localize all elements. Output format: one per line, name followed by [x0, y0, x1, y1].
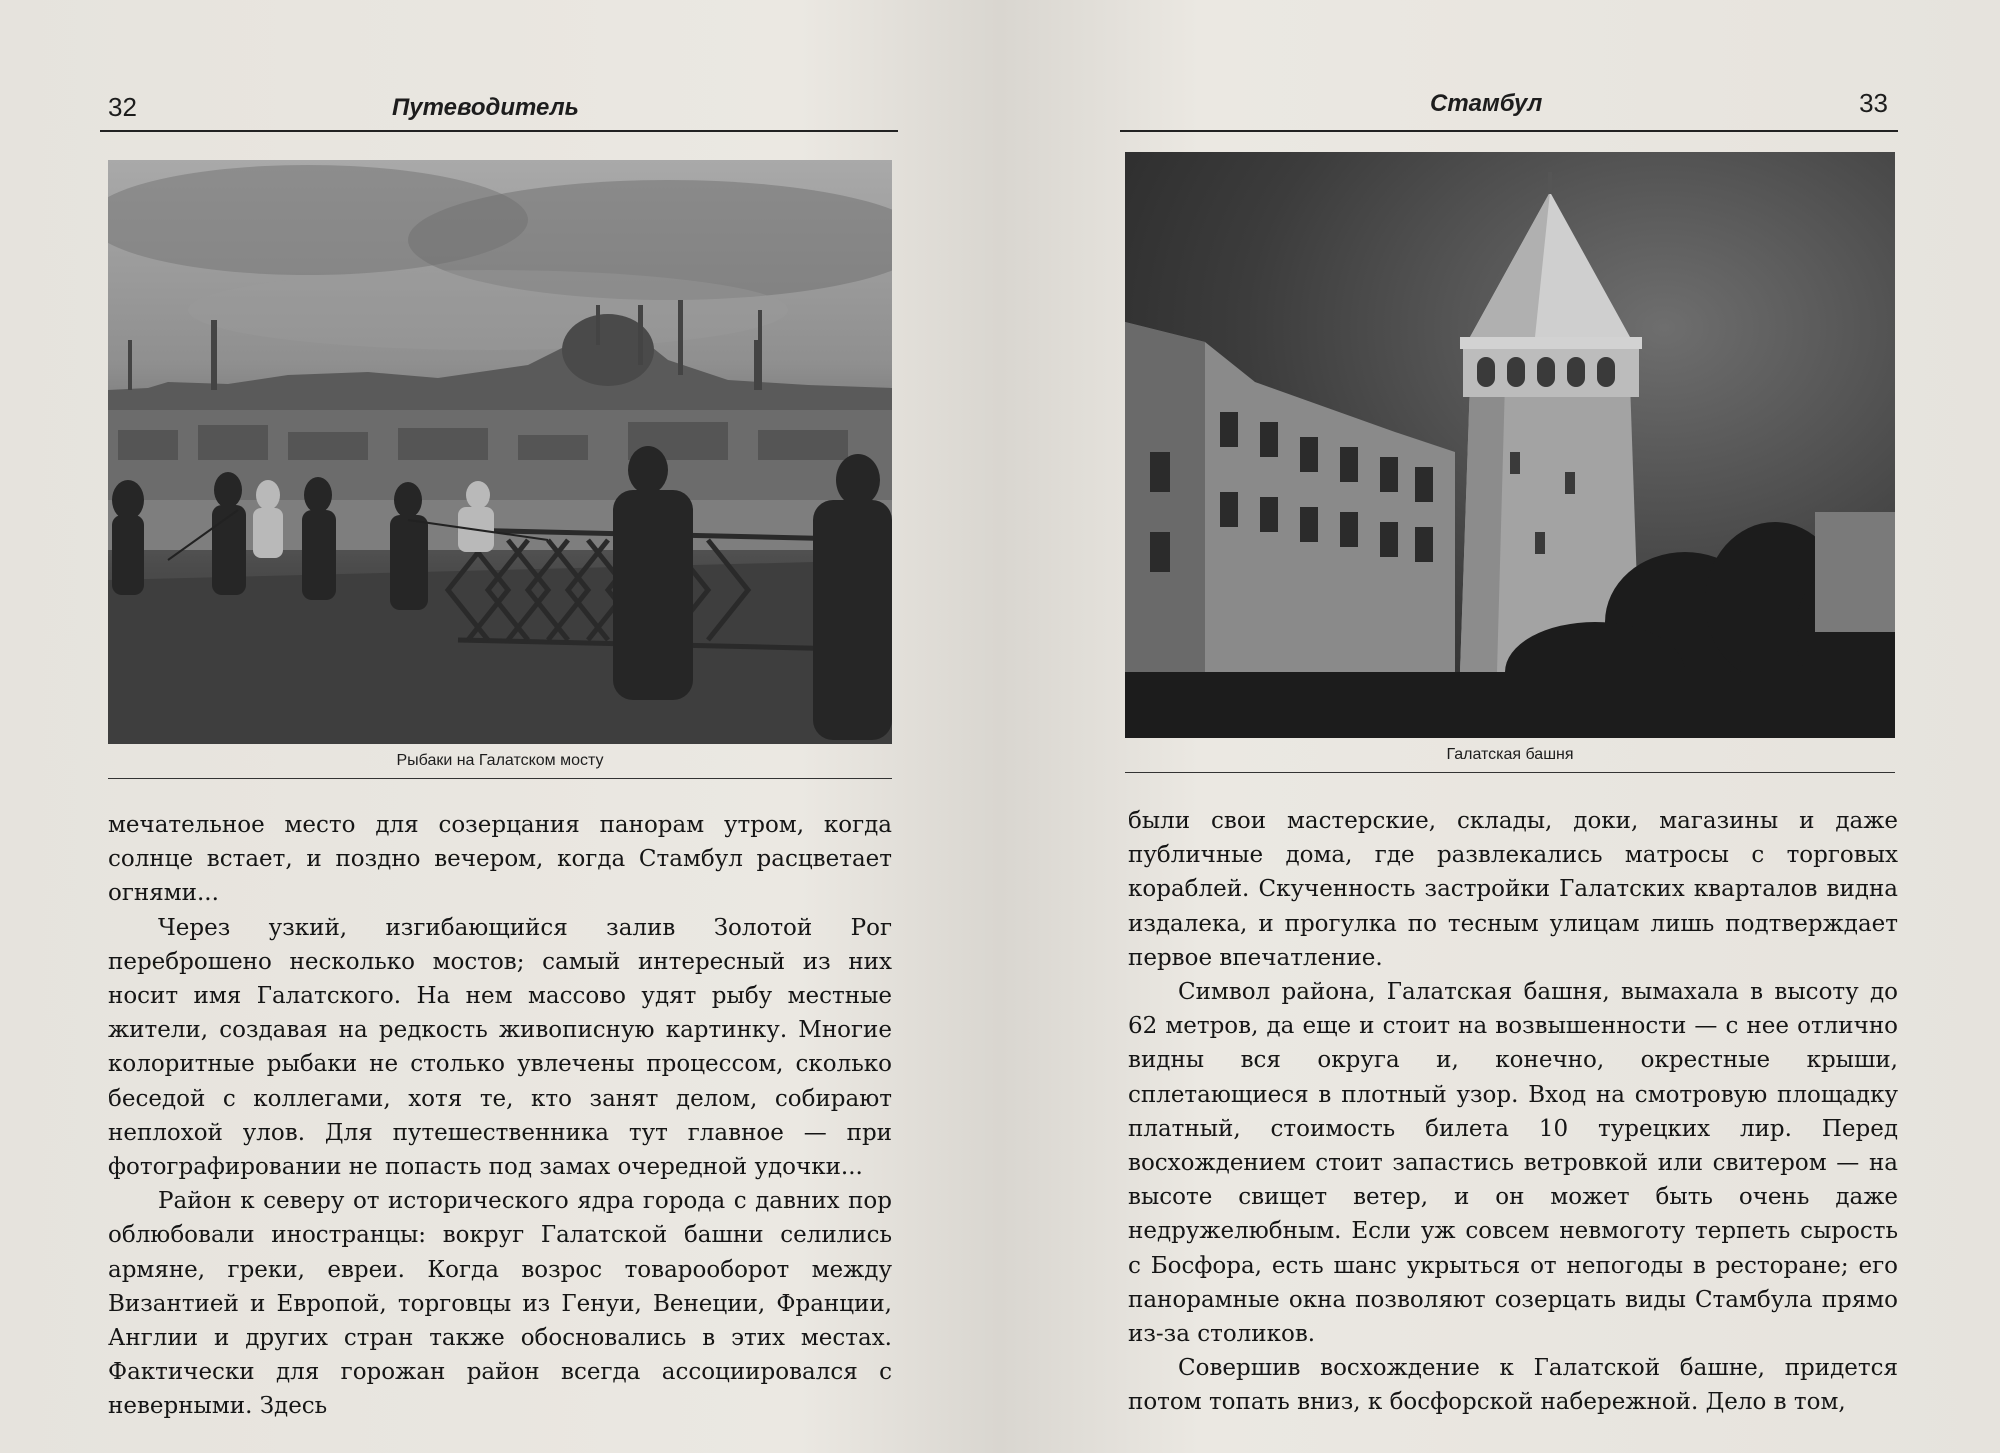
- right-page-header: [1120, 88, 1898, 132]
- right-page: [1120, 0, 1900, 1453]
- galata-tower-photo: [1125, 152, 1895, 738]
- caption-rule: [108, 778, 892, 779]
- paragraph: Район к северу от исторического ядра города с давних пор облюбовали иностранцы: вокруг Галатской башни селились армяне, греки, евреи. Когда возрос товарооборот между Византией и Европой, торговцы из Генуи, Венеции, Франции, Англии и других стран также обосновались в этих местах. Фактически для горожан район всегда ассоциировался с неверными. Здесь: [108, 1188, 892, 1420]
- photo-caption: Рыбаки на Галатском мосту: [396, 752, 604, 769]
- left-page-header: [100, 88, 898, 132]
- paragraph: Через узкий, изгибающийся залив Золотой Рог переброшено несколько мостов; самый интересный из них носит имя Галатского. На нем массово удят рыбу местные жители, создавая на редкость живописную картинку. Многие колоритные рыбаки не столько увлечены процессом, сколько беседой с коллегами, хотя те, кто занят делом, собирают неплохой улов. Для путешественника тут главное — при фотографировании не попасть под замах очередной удочки...: [108, 914, 892, 1181]
- paragraph: Совершив восхождение к Галатской башне, придется потом топать вниз, к босфорской набережной. Дело в том,: [1128, 1355, 1898, 1416]
- left-page: [100, 0, 900, 1453]
- running-head: Путеводитель: [392, 94, 579, 121]
- body-text: [108, 808, 892, 1424]
- paragraph: были свои мастерские, склады, доки, магазины и даже публичные дома, где развлекались матросы с торговых кораблей. Скученность застройки Галатских кварталов видна издалека, и прогулка по тесным улицам лишь подтверждает первое впечатление.: [1128, 808, 1898, 971]
- body-text: [1128, 804, 1898, 1420]
- paragraph: Символ района, Галатская башня, вымахала в высоту до 62 метров, да еще и стоит на возвышенности — с нее отлично видны вся округа и, конечно, окрестные крыши, сплетающиеся в плотный узор. Вход на смотровую площадку платный, стоимость билета 10 турецких лир. Перед восхождением стоит запастись ветровкой или свитером — на высоте свищет ветер, и он может быть очень даже недружелюбным. Если уж совсем невмоготу терпеть сырость с Босфора, есть шанс укрыться от непогоды в ресторане; его панорамные окна позволяют созерцать виды Стамбула прямо из-за столиков.: [1128, 979, 1898, 1348]
- paragraph: мечательное место для созерцания панорам утром, когда солнце встает, и поздно вечером, когда Стамбул расцветает огнями...: [108, 812, 892, 907]
- page-number: 33: [1859, 88, 1888, 118]
- photo-caption: Галатская башня: [1446, 746, 1574, 763]
- caption-rule: [1125, 772, 1895, 773]
- bridge-fishermen-photo: [108, 160, 892, 744]
- page-number: 32: [108, 92, 137, 122]
- running-head: Стамбул: [1430, 90, 1543, 117]
